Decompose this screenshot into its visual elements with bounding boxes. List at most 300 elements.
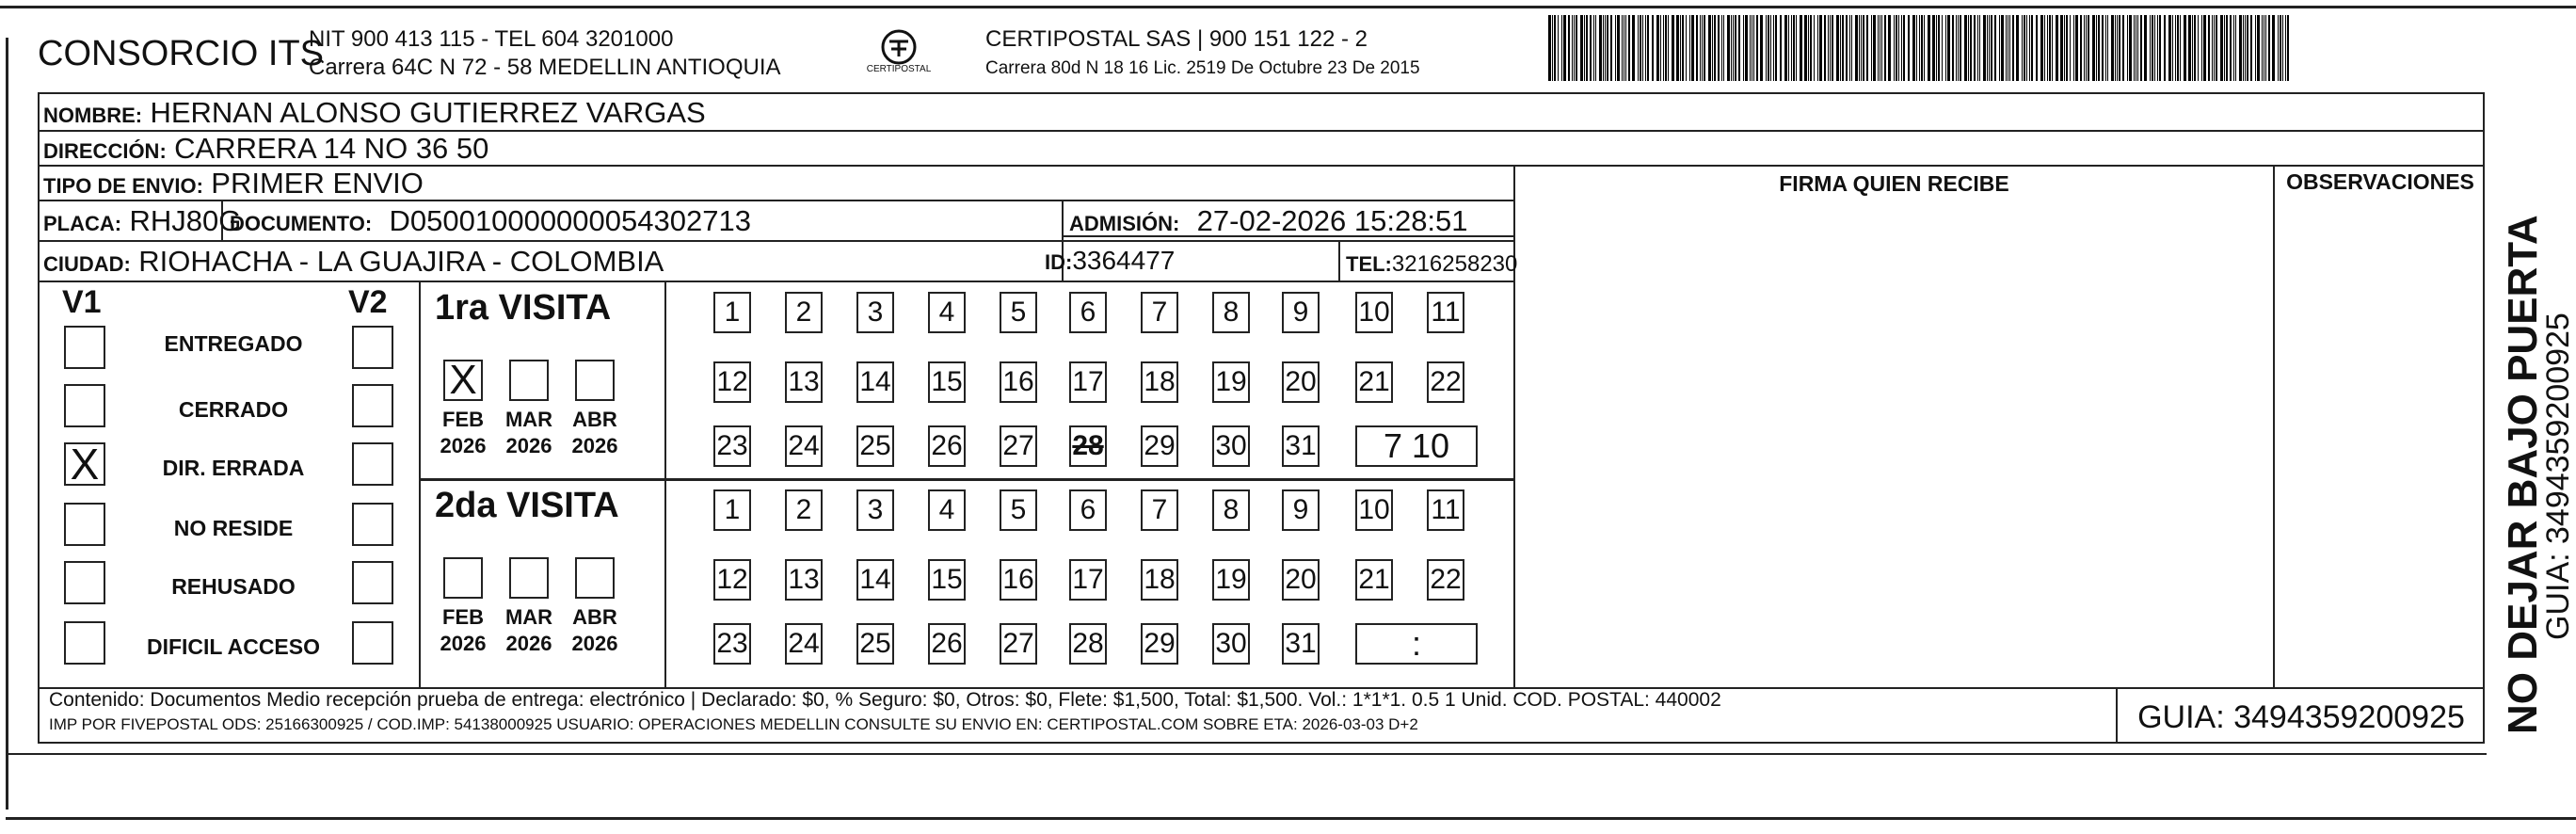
day-box[interactable]: 13 xyxy=(785,361,823,403)
barcode-bar xyxy=(2198,15,2199,81)
day-box[interactable]: 17 xyxy=(1069,361,1107,403)
ciudad-row xyxy=(43,245,664,279)
barcode-bar xyxy=(2117,15,2118,81)
day-box[interactable]: 1 xyxy=(713,292,751,333)
barcode-bar xyxy=(1712,15,1713,81)
barcode-bar xyxy=(1979,15,1980,81)
day-box[interactable]: 12 xyxy=(713,361,751,403)
day-box[interactable]: 7 xyxy=(1141,489,1178,531)
day-box[interactable]: 21 xyxy=(1355,361,1393,403)
barcode-bar xyxy=(1563,15,1566,81)
barcode-bar xyxy=(2201,15,2202,81)
barcode-bar xyxy=(2026,15,2027,81)
barcode-bar xyxy=(1898,15,1899,81)
day-box[interactable]: 28 xyxy=(1069,425,1107,467)
checkbox-v2-5[interactable] xyxy=(352,621,393,665)
barcode-bar xyxy=(2044,15,2045,81)
day-box[interactable]: 25 xyxy=(856,623,894,665)
tipo-label: TIPO DE ENVIO: xyxy=(43,174,203,198)
barcode-bar xyxy=(2287,15,2289,81)
barcode-bar xyxy=(2184,15,2186,81)
id-row xyxy=(1045,245,1175,277)
barcode-bar xyxy=(1970,15,1972,81)
visit-time-box[interactable]: : xyxy=(1355,623,1478,665)
day-box[interactable]: 22 xyxy=(1427,361,1464,403)
row-line xyxy=(38,240,1513,242)
barcode-bar xyxy=(1768,15,1769,81)
checkbox-v1-1[interactable] xyxy=(64,384,105,427)
checkbox-v1-3[interactable] xyxy=(64,503,105,546)
tel-divider xyxy=(1338,240,1340,281)
day-box[interactable]: 26 xyxy=(928,623,966,665)
day-box[interactable]: 4 xyxy=(928,292,966,333)
barcode-bar xyxy=(2282,15,2283,81)
barcode-bar xyxy=(1824,15,1826,81)
barcode-bar xyxy=(2214,15,2215,81)
barcode-bar xyxy=(1888,15,1891,81)
barcode-bar xyxy=(1919,15,1920,81)
barcode-bar xyxy=(1652,15,1654,81)
barcode-bar xyxy=(1663,15,1664,81)
month-checkbox[interactable]: X xyxy=(443,360,483,401)
day-box[interactable]: 25 xyxy=(856,425,894,467)
direccion-value: CARRERA 14 NO 36 50 xyxy=(174,132,489,165)
day-box[interactable]: 1 xyxy=(713,489,751,531)
barcode-bar xyxy=(2220,15,2223,81)
barcode-bar xyxy=(1989,15,1990,81)
barcode-bar xyxy=(2175,15,2176,81)
barcode-bar xyxy=(1691,15,1694,81)
barcode xyxy=(1548,15,2301,81)
barcode-bar xyxy=(1800,15,1802,81)
day-box[interactable]: 18 xyxy=(1141,361,1178,403)
checklist-label: DIR. ERRADA xyxy=(162,456,305,480)
day-box[interactable]: 19 xyxy=(1212,361,1250,403)
company-nit: NIT 900 413 115 - TEL 604 3201000 xyxy=(309,26,674,52)
barcode-bar xyxy=(1974,15,1976,81)
barcode-bar xyxy=(1791,15,1792,81)
day-box[interactable]: 16 xyxy=(1000,361,1037,403)
barcode-bar xyxy=(2208,15,2210,81)
barcode-bar xyxy=(1638,15,1639,81)
barcode-bar xyxy=(1846,15,1848,81)
admision-row xyxy=(1069,204,1468,238)
barcode-bar xyxy=(1702,15,1703,81)
barcode-bar xyxy=(2239,15,2242,81)
month-year: 2026 xyxy=(571,434,618,457)
day-box[interactable]: 11 xyxy=(1427,489,1464,531)
day-box[interactable]: 6 xyxy=(1069,292,1107,333)
barcode-bar xyxy=(1593,15,1594,81)
barcode-bar xyxy=(1590,15,1592,81)
barcode-bar xyxy=(1796,15,1797,81)
barcode-bar xyxy=(2233,15,2234,81)
day-box[interactable]: 15 xyxy=(928,559,966,601)
day-box[interactable]: 24 xyxy=(785,425,823,467)
day-box[interactable]: 14 xyxy=(856,361,894,403)
day-box[interactable]: 13 xyxy=(785,559,823,601)
day-box[interactable]: 20 xyxy=(1282,559,1320,601)
barcode-bar xyxy=(1808,15,1809,81)
day-box[interactable]: 15 xyxy=(928,361,966,403)
barcode-bar xyxy=(1552,15,1553,81)
top-edge xyxy=(0,6,2576,8)
barcode-bar xyxy=(1921,15,1923,81)
tel-value: 3216258230 xyxy=(1391,251,1518,277)
barcode-bar xyxy=(1983,15,1986,81)
barcode-bar xyxy=(2235,15,2236,81)
barcode-bar xyxy=(1733,15,1734,81)
checklist-label: NO RESIDE xyxy=(173,516,294,540)
admision-value: 27-02-2026 15:28:51 xyxy=(1196,204,1468,237)
barcode-bar xyxy=(2031,15,2033,81)
barcode-bar xyxy=(2105,15,2106,81)
ciudad-label: CIUDAD: xyxy=(43,252,131,276)
barcode-bar xyxy=(1586,15,1588,81)
barcode-bar xyxy=(1558,15,1559,81)
barcode-bar xyxy=(1700,15,1701,81)
barcode-bar xyxy=(1680,15,1681,81)
barcode-bar xyxy=(2230,15,2232,81)
barcode-bar xyxy=(1932,15,1935,81)
barcode-bar xyxy=(2180,15,2181,81)
barcode-bar xyxy=(1810,15,1812,81)
day-box[interactable]: 16 xyxy=(1000,559,1037,601)
barcode-bar xyxy=(1753,15,1754,81)
day-box[interactable]: 23 xyxy=(713,623,751,665)
barcode-bar xyxy=(1912,15,1915,81)
barcode-bar xyxy=(2060,15,2063,81)
direccion-label: DIRECCIÓN: xyxy=(43,139,167,163)
day-box[interactable]: 17 xyxy=(1069,559,1107,601)
barcode-bar xyxy=(1873,15,1876,81)
barcode-bar xyxy=(2268,15,2270,81)
day-box[interactable]: 12 xyxy=(713,559,751,601)
barcode-bar xyxy=(1842,15,1844,81)
barcode-bar xyxy=(2137,15,2138,81)
barcode-bar xyxy=(1780,15,1782,81)
barcode-bar xyxy=(1994,15,1996,81)
barcode-bar xyxy=(2102,15,2104,81)
day-box[interactable]: 30 xyxy=(1212,425,1250,467)
footer-print-info: IMP POR FIVEPOSTAL ODS: 25166300925 / COD.IMP: 54138000925 USUARIO: OPERACIONES MEDELLIN CONSULTE SU ENVIO EN: CERTIPOSTAL.COM SOBRE ETA: 2026-03-03 D+2 xyxy=(49,715,1418,733)
nombre-value: HERNAN ALONSO GUTIERREZ VARGAS xyxy=(150,96,706,129)
barcode-bar xyxy=(2144,15,2147,81)
barcode-bar xyxy=(1991,15,1992,81)
day-box[interactable]: 4 xyxy=(928,489,966,531)
day-box[interactable]: 10 xyxy=(1355,489,1393,531)
barcode-bar xyxy=(1977,15,1978,81)
barcode-bar xyxy=(1727,15,1730,81)
barcode-bar xyxy=(1672,15,1674,81)
side-guia: GUIA: 3494359200925 xyxy=(2540,313,2576,640)
day-box[interactable]: 20 xyxy=(1282,361,1320,403)
footer-contents: Contenido: Documentos Medio recepción prueba de entrega: electrónico | Declarado: $0, % Seguro: $0, Otros: $0, Flete: $1,500, Total: $1,500. Vol.: 1*1*1. 0.5 1 Unid. COD. POSTAL: 440002 xyxy=(49,689,1721,711)
month-year: 2026 xyxy=(440,632,487,655)
month-year: 2026 xyxy=(505,632,552,655)
barcode-bar xyxy=(2245,15,2246,81)
barcode-bar xyxy=(1718,15,1720,81)
barcode-bar xyxy=(2157,15,2158,81)
day-box[interactable]: 18 xyxy=(1141,559,1178,601)
visit-title-1: 1ra VISITA xyxy=(435,288,612,328)
barcode-bar xyxy=(2009,15,2010,81)
day-box[interactable]: 21 xyxy=(1355,559,1393,601)
month-label: FEB xyxy=(442,605,484,629)
barcode-bar xyxy=(1987,15,1988,81)
day-box[interactable]: 8 xyxy=(1212,292,1250,333)
month-checkbox[interactable] xyxy=(509,360,549,401)
day-box[interactable]: 31 xyxy=(1282,425,1320,467)
day-box[interactable]: 2 xyxy=(785,489,823,531)
barcode-bar xyxy=(2152,15,2153,81)
day-box[interactable]: 24 xyxy=(785,623,823,665)
barcode-bar xyxy=(2070,15,2071,81)
barcode-bar xyxy=(2192,15,2193,81)
barcode-bar xyxy=(1580,15,1583,81)
checkbox-v2-2[interactable] xyxy=(352,442,393,486)
firma-divider xyxy=(1513,165,1515,687)
barcode-bar xyxy=(2278,15,2279,81)
checklist-label: REHUSADO xyxy=(171,574,296,599)
barcode-bar xyxy=(1936,15,1937,81)
day-box[interactable]: 3 xyxy=(856,489,894,531)
documento-value: D050010000000054302713 xyxy=(389,204,751,237)
checkbox-v2-1[interactable] xyxy=(352,384,393,427)
obs-divider xyxy=(2273,165,2275,687)
barcode-bar xyxy=(1576,15,1577,81)
observaciones-header: OBSERVACIONES xyxy=(2286,169,2474,194)
barcode-bar xyxy=(1945,15,1946,81)
v2-header: V2 xyxy=(348,284,388,320)
day-box[interactable]: 8 xyxy=(1212,489,1250,531)
checkbox-v2-4[interactable] xyxy=(352,561,393,604)
nombre-label: NOMBRE: xyxy=(43,104,143,127)
barcode-bar xyxy=(1964,15,1967,81)
barcode-bar xyxy=(1572,15,1573,81)
barcode-bar xyxy=(1861,15,1862,81)
month-year: 2026 xyxy=(505,434,552,457)
barcode-bar xyxy=(2107,15,2108,81)
day-box[interactable]: 19 xyxy=(1212,559,1250,601)
day-box[interactable]: 22 xyxy=(1427,559,1464,601)
checklist-label: CERRADO xyxy=(178,397,289,422)
barcode-bar xyxy=(1788,15,1789,81)
barcode-bar xyxy=(1642,15,1643,81)
barcode-bar xyxy=(1603,15,1604,81)
day-box[interactable]: 26 xyxy=(928,425,966,467)
documento-label: DOCUMENTO: xyxy=(230,212,373,235)
visit-divider xyxy=(664,281,666,687)
day-box[interactable]: 23 xyxy=(713,425,751,467)
barcode-bar xyxy=(1676,15,1679,81)
company-address: Carrera 64C N 72 - 58 MEDELLIN ANTIOQUIA xyxy=(309,55,781,80)
barcode-bar xyxy=(2272,15,2275,81)
barcode-bar xyxy=(1689,15,1690,81)
tipo-value: PRIMER ENVIO xyxy=(211,167,424,200)
checkbox-v1-0[interactable] xyxy=(64,326,105,369)
certipostal-logo xyxy=(852,26,946,85)
barcode-bar xyxy=(1784,15,1787,81)
barcode-bar xyxy=(2080,15,2082,81)
month-label: MAR xyxy=(504,605,553,629)
barcode-bar xyxy=(2029,15,2030,81)
barcode-bar xyxy=(2066,15,2068,81)
barcode-bar xyxy=(1958,15,1959,81)
barcode-bar xyxy=(2127,15,2128,81)
barcode-bar xyxy=(1714,15,1716,81)
day-box[interactable]: 10 xyxy=(1355,292,1393,333)
barcode-bar xyxy=(2096,15,2097,81)
barcode-bar xyxy=(2129,15,2132,81)
month-label: FEB xyxy=(442,408,484,431)
month-year: 2026 xyxy=(571,632,618,655)
day-box[interactable]: 29 xyxy=(1141,425,1178,467)
barcode-bar xyxy=(1617,15,1620,81)
month-checkbox[interactable] xyxy=(443,557,483,599)
barcode-bar xyxy=(1968,15,1969,81)
barcode-bar xyxy=(1878,15,1879,81)
day-box[interactable]: 14 xyxy=(856,559,894,601)
checkbox-v2-0[interactable] xyxy=(352,326,393,369)
day-box[interactable]: 27 xyxy=(1000,623,1037,665)
barcode-bar xyxy=(2122,15,2124,81)
barcode-bar xyxy=(1859,15,1860,81)
logo-text: CERTIPOSTAL xyxy=(866,64,932,74)
visit-time-box[interactable]: 7 10 xyxy=(1355,425,1478,467)
barcode-bar xyxy=(2194,15,2196,81)
day-box[interactable]: 27 xyxy=(1000,425,1037,467)
barcode-bar xyxy=(2006,15,2007,81)
barcode-bar xyxy=(1723,15,1724,81)
barcode-bar xyxy=(2016,15,2019,81)
barcode-bar xyxy=(1554,15,1556,81)
barcode-bar xyxy=(1745,15,1748,81)
barcode-bar xyxy=(2168,15,2171,81)
barcode-bar xyxy=(1735,15,1736,81)
barcode-bar xyxy=(2075,15,2078,81)
barcode-bar xyxy=(1952,15,1954,81)
barcode-bar xyxy=(2040,15,2043,81)
barcode-bar xyxy=(1660,15,1661,81)
day-box[interactable]: 28 xyxy=(1069,623,1107,665)
barcode-bar xyxy=(2154,15,2155,81)
certipostal-line2: Carrera 80d N 18 16 Lic. 2519 De Octubre 23 De 2015 xyxy=(985,58,1420,78)
barcode-bar xyxy=(1756,15,1758,81)
barcode-bar xyxy=(1817,15,1818,81)
barcode-bar xyxy=(2001,15,2004,81)
barcode-bar xyxy=(1548,15,1551,81)
barcode-bar xyxy=(1632,15,1635,81)
month-label: MAR xyxy=(504,408,553,431)
barcode-bar xyxy=(1849,15,1850,81)
barcode-bar xyxy=(1615,15,1616,81)
day-box[interactable]: 5 xyxy=(1000,292,1037,333)
checkbox-v1-5[interactable] xyxy=(64,621,105,665)
tipo-row xyxy=(43,167,424,200)
barcode-bar xyxy=(2115,15,2116,81)
firma-header: FIRMA QUIEN RECIBE xyxy=(1779,171,2009,196)
barcode-bar xyxy=(1622,15,1623,81)
barcode-bar xyxy=(2024,15,2025,81)
barcode-bar xyxy=(1682,15,1684,81)
nombre-row xyxy=(43,96,706,130)
barcode-bar xyxy=(1866,15,1868,81)
barcode-bar xyxy=(1947,15,1950,81)
day-box[interactable]: 29 xyxy=(1141,623,1178,665)
checkbox-v2-3[interactable] xyxy=(352,503,393,546)
month-checkbox[interactable] xyxy=(575,557,615,599)
placa-value: RHJ80G xyxy=(129,204,242,237)
barcode-bar xyxy=(1605,15,1606,81)
barcode-bar xyxy=(2052,15,2053,81)
barcode-bar xyxy=(2036,15,2038,81)
barcode-bar xyxy=(2150,15,2151,81)
barcode-bar xyxy=(2134,15,2135,81)
barcode-bar xyxy=(2203,15,2206,81)
barcode-bar xyxy=(2247,15,2248,81)
barcode-bar xyxy=(1766,15,1767,81)
checkbox-v1-4[interactable] xyxy=(64,561,105,604)
barcode-bar xyxy=(2226,15,2228,81)
checkbox-v1-2[interactable]: X xyxy=(64,442,105,486)
barcode-bar xyxy=(1640,15,1641,81)
barcode-bar xyxy=(2212,15,2213,81)
barcode-bar xyxy=(1908,15,1910,81)
barcode-bar xyxy=(2012,15,2014,81)
barcode-bar xyxy=(1840,15,1841,81)
day-box[interactable]: 6 xyxy=(1069,489,1107,531)
day-box[interactable]: 9 xyxy=(1282,292,1320,333)
barcode-bar xyxy=(1956,15,1957,81)
day-box[interactable]: 2 xyxy=(785,292,823,333)
barcode-bar xyxy=(2285,15,2286,81)
day-box[interactable]: 7 xyxy=(1141,292,1178,333)
barcode-bar xyxy=(2224,15,2225,81)
barcode-bar xyxy=(2119,15,2120,81)
barcode-bar xyxy=(2243,15,2244,81)
barcode-bar xyxy=(1595,15,1596,81)
barcode-bar xyxy=(1793,15,1795,81)
tel-row xyxy=(1346,247,1517,279)
day-box[interactable]: 3 xyxy=(856,292,894,333)
barcode-bar xyxy=(1610,15,1612,81)
barcode-bar xyxy=(1708,15,1711,81)
day-box[interactable]: 5 xyxy=(1000,489,1037,531)
barcode-bar xyxy=(1894,15,1895,81)
month-checkbox[interactable] xyxy=(575,360,615,401)
day-box[interactable]: 11 xyxy=(1427,292,1464,333)
barcode-bar xyxy=(2111,15,2114,81)
day-box[interactable]: 31 xyxy=(1282,623,1320,665)
month-checkbox[interactable] xyxy=(509,557,549,599)
barcode-bar xyxy=(1607,15,1608,81)
barcode-bar xyxy=(1665,15,1667,81)
barcode-bar xyxy=(2257,15,2260,81)
barcode-bar xyxy=(2159,15,2161,81)
barcode-bar xyxy=(1942,15,1943,81)
barcode-bar xyxy=(2265,15,2266,81)
barcode-bar xyxy=(1696,15,1698,81)
barcode-bar xyxy=(1773,15,1774,81)
day-box[interactable]: 30 xyxy=(1212,623,1250,665)
lower-rule xyxy=(6,753,2487,755)
barcode-bar xyxy=(2088,15,2089,81)
barcode-bar xyxy=(1851,15,1852,81)
day-box[interactable]: 9 xyxy=(1282,489,1320,531)
barcode-bar xyxy=(2092,15,2095,81)
barcode-bar xyxy=(1871,15,1872,81)
